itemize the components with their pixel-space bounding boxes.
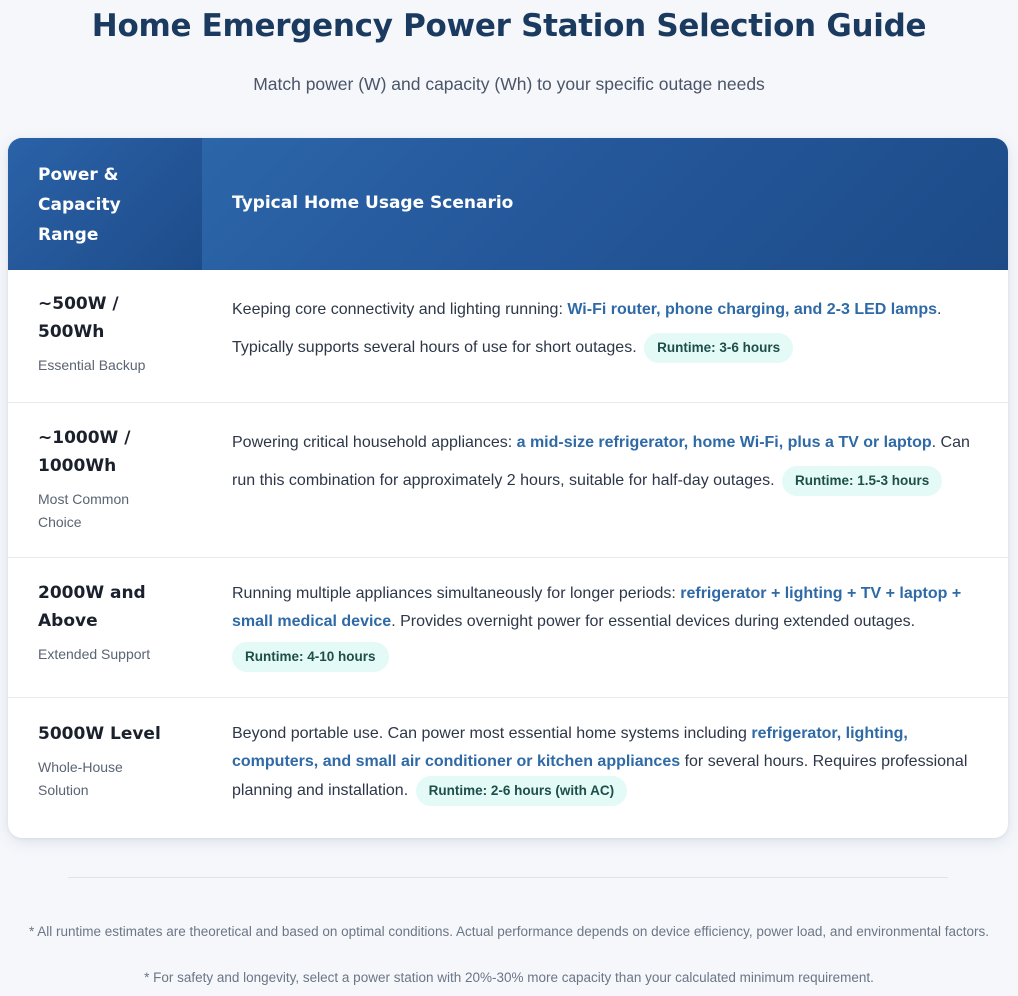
range-title: ~1000W / 1000Wh: [38, 428, 131, 476]
range-cell: [38, 290, 188, 377]
range-cell: [38, 424, 188, 534]
footnote-safety: * For safety and longevity, select a power station with 20%-30% more capacity than your calculated minimum requirement.: [144, 970, 874, 985]
page-title: Home Emergency Power Station Selection Guide: [91, 8, 927, 44]
scenario-highlight: refrigerator + lighting + TV + laptop + small medical device: [232, 585, 962, 630]
range-title: ~500W / 500Wh: [38, 294, 119, 342]
scenario-text: Running multiple appliances simultaneously for longer periods:: [232, 585, 681, 602]
selection-guide-table: [8, 138, 1008, 838]
page-subtitle: Match power (W) and capacity (Wh) to your specific outage needs: [253, 74, 765, 94]
range-title: 2000W and Above: [38, 583, 146, 631]
section-divider: [68, 877, 948, 878]
range-label: Essential Backup: [38, 357, 146, 373]
scenario-text: Keeping core connectivity and lighting running:: [232, 301, 568, 318]
scenario-cell: [232, 291, 982, 367]
range-label: Whole-House Solution: [38, 759, 123, 798]
scenario-highlight: a mid-size refrigerator, home Wi-Fi, plus a TV or laptop: [516, 434, 932, 451]
table-row: [8, 558, 1008, 698]
table-row: [8, 698, 1008, 838]
scenario-cell: [232, 580, 982, 672]
scenario-text: Powering critical household appliances:: [232, 434, 517, 451]
column-header-range: Power & Capacity Range: [8, 138, 202, 270]
scenario-text: . Typically supports several hours of use for short outages.: [232, 301, 942, 356]
scenario-highlight: refrigerator, lighting, computers, and small air conditioner or kitchen appliances: [232, 725, 908, 770]
table-row: [8, 270, 1008, 403]
scenario-text: . Can run this combination for approximately 2 hours, suitable for half-day outages.: [232, 434, 970, 489]
range-label: Extended Support: [38, 646, 151, 662]
range-cell: [38, 720, 188, 802]
range-label: Most Common Choice: [38, 491, 130, 530]
table-row: [8, 403, 1008, 558]
table-header: [8, 138, 1008, 270]
scenario-text: . Provides overnight power for essential devices during extended outages.: [391, 613, 916, 630]
range-title: 5000W Level: [38, 724, 161, 744]
scenario-highlight: Wi-Fi router, phone charging, and 2-3 LED lamps: [567, 301, 937, 318]
runtime-badge: Runtime: 1.5-3 hours: [782, 466, 942, 496]
range-cell: [38, 579, 188, 666]
scenario-cell: [232, 424, 982, 500]
runtime-badge: Runtime: 2-6 hours (with AC): [416, 776, 628, 806]
runtime-badge: Runtime: 3-6 hours: [644, 333, 793, 363]
scenario-cell: [232, 720, 982, 806]
scenario-text: Beyond portable use. Can power most essential home systems including: [232, 725, 752, 742]
scenario-text: for several hours. Requires professional planning and installation.: [232, 753, 968, 800]
column-header-scenario: Typical Home Usage Scenario: [232, 193, 514, 213]
runtime-badge: Runtime: 4-10 hours: [232, 642, 389, 672]
footnote-runtime: * All runtime estimates are theoretical and based on optimal conditions. Actual performance depends on device efficiency, power load, and environmental factors.: [28, 924, 990, 939]
